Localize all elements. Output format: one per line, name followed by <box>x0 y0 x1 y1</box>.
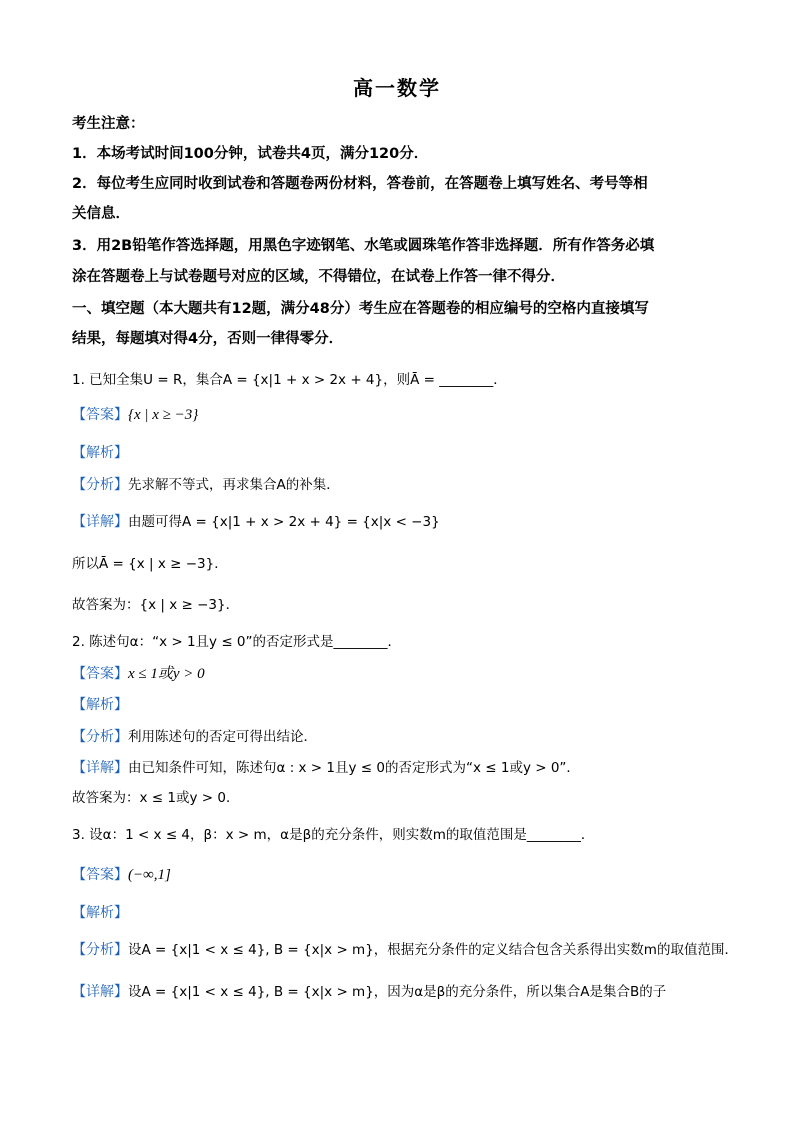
q1-detail-line <box>72 510 440 531</box>
q1-detail: 由题可得A = {x|1 + x > 2x + 4} = {x|x < −3} <box>128 514 440 530</box>
q2-fenxi: 利用陈述句的否定可得出结论． <box>128 729 317 745</box>
page-title: 高一数学 <box>353 76 441 100</box>
detail-tag: 【详解】 <box>72 514 128 530</box>
q2-answer-line <box>72 662 205 683</box>
detail-tag: 【详解】 <box>72 984 128 1000</box>
q2-question: 2. 陈述句α：“x > 1且y ≤ 0”的否定形式是________． <box>72 634 402 650</box>
section-heading-cont: 结果，每题填对得4分，否则一律得零分． <box>72 331 344 347</box>
notice-item-3-cont: 涂在答题卷上与试卷题号对应的区域，不得错位，在试卷上作答一律不得分． <box>72 269 565 285</box>
notice-item-1: 1．本场考试时间100分钟，试卷共4页，满分120分． <box>72 146 429 162</box>
q3-question: 3. 设α：1 < x ≤ 4，β：x > m，α是β的充分条件，则实数m的取值范围是________． <box>72 827 595 843</box>
q1-analysis-line <box>72 442 128 462</box>
q2-detail: 由已知条件可知，陈述句α : x > 1且y ≤ 0的否定形式为“x ≤ 1或y > 0”． <box>128 760 580 776</box>
q1-answer: {x | x ≥ −3} <box>128 407 199 423</box>
q1-final: 故答案为：{x | x ≥ −3}． <box>72 597 240 613</box>
q1-fenxi: 先求解不等式，再求集合A的补集． <box>128 477 340 493</box>
section-heading: 一、填空题（本大题共有12题，满分48分）考生应在答题卷的相应编号的空格内直接填写 <box>72 301 649 317</box>
q2-detail-line <box>72 756 580 777</box>
q3-fenxi: 设A = {x|1 < x ≤ 4}, B = {x|x > m}，根据充分条件的定义结合包含关系得出实数m的取值范围． <box>128 942 738 958</box>
q3-answer: (−∞,1] <box>128 867 171 883</box>
answer-tag: 【答案】 <box>72 867 128 883</box>
q1-fenxi-line <box>72 473 340 494</box>
analysis-tag: 【解析】 <box>72 697 128 713</box>
analysis-tag: 【解析】 <box>72 445 128 461</box>
notice-item-2: 2．每位考生应同时收到试卷和答题卷两份材料，答卷前，在答题卷上填写姓名、考号等相 <box>72 176 648 192</box>
notice-heading: 考生注意： <box>72 116 145 132</box>
answer-tag: 【答案】 <box>72 407 128 423</box>
q3-detail-line <box>72 980 666 1001</box>
q3-detail: 设A = {x|1 < x ≤ 4}, B = {x|x > m}，因为α是β的充分条件，所以集合A是集合B的子 <box>128 984 667 1000</box>
notice-item-2-cont: 关信息． <box>72 206 130 222</box>
q3-answer-line <box>72 864 171 884</box>
q3-analysis-line <box>72 902 128 922</box>
q2-final: 故答案为：x ≤ 1或y > 0． <box>72 790 240 806</box>
q1-question: 1. 已知全集U = R，集合A = {x|1 + x > 2x + 4}，则Ā = ________． <box>72 372 507 388</box>
fenxi-tag: 【分析】 <box>72 477 128 493</box>
q2-answer: x ≤ 1或y > 0 <box>128 666 205 682</box>
notice-item-3: 3．用2B铅笔作答选择题，用黑色字迹钢笔、水笔或圆珠笔作答非选择题．所有作答务必填 <box>72 238 655 254</box>
fenxi-tag: 【分析】 <box>72 942 128 958</box>
detail-tag: 【详解】 <box>72 760 128 776</box>
answer-tag: 【答案】 <box>72 666 128 682</box>
q1-so: 所以Ā = {x | x ≥ −3}． <box>72 556 228 572</box>
q2-fenxi-line <box>72 725 317 746</box>
q2-analysis-line <box>72 694 128 714</box>
fenxi-tag: 【分析】 <box>72 729 128 745</box>
analysis-tag: 【解析】 <box>72 905 128 921</box>
q1-answer-line <box>72 404 198 424</box>
q3-fenxi-line <box>72 938 738 959</box>
